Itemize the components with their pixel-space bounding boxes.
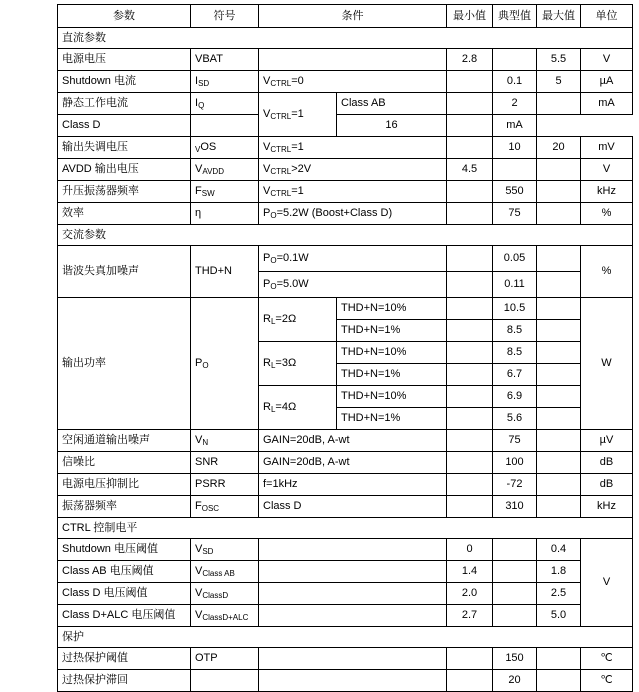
table-row — [58, 430, 633, 452]
section-header-row — [58, 225, 633, 246]
section-title: CTRL 控制电平 — [58, 518, 633, 539]
max-cell: 1.8 — [537, 561, 581, 583]
condition-cell: $V_{CTRL}=1$ — [259, 181, 447, 203]
max-cell — [537, 408, 581, 430]
max-cell — [537, 452, 581, 474]
section-title: 交流参数 — [58, 225, 633, 246]
condition-cell — [259, 561, 447, 583]
max-cell — [537, 159, 581, 181]
column-header-max: 最大值 — [537, 5, 581, 28]
typ-cell: 20 — [493, 670, 537, 692]
table-row — [58, 181, 633, 203]
max-cell — [537, 298, 581, 320]
unit-cell: % — [581, 203, 633, 225]
table-row — [58, 246, 633, 272]
symbol-cell: $V_{Class AB}$ — [191, 561, 259, 583]
symbol-cell: $_V$OS — [191, 137, 259, 159]
condition-cell: f=1kHz — [259, 474, 447, 496]
max-cell — [537, 386, 581, 408]
unit-cell: µA — [581, 71, 633, 93]
unit-cell: mA — [493, 115, 537, 137]
unit-cell: % — [581, 246, 633, 298]
max-cell — [537, 670, 581, 692]
symbol-cell: $F_{SW}$ — [191, 181, 259, 203]
condition-cell: $P_O=0.1W$ — [259, 246, 447, 272]
condition-cell: $P_O=5.0W$ — [259, 272, 447, 298]
typ-cell: 0.11 — [493, 272, 537, 298]
min-cell — [447, 496, 493, 518]
column-header-unit: 单位 — [581, 5, 633, 28]
datasheet-page — [0, 4, 639, 687]
parameter-cell: 过热保护阈值 — [58, 648, 191, 670]
min-cell: 0 — [447, 539, 493, 561]
typ-cell — [493, 539, 537, 561]
unit-cell: µV — [581, 430, 633, 452]
typ-cell: 16 — [337, 115, 447, 137]
condition-cell — [259, 670, 447, 692]
unit-cell: V — [581, 159, 633, 181]
symbol-cell: OTP — [191, 648, 259, 670]
condition-cell: $V_{CTRL}=1$ — [259, 137, 447, 159]
symbol-cell: $I_Q$ — [191, 93, 259, 115]
symbol-cell: $V_{AVDD}$ — [191, 159, 259, 181]
typ-cell: 5.6 — [493, 408, 537, 430]
max-cell — [537, 93, 581, 115]
min-cell: 2.7 — [447, 605, 493, 627]
condition-sub-cell: Class D — [58, 115, 191, 137]
max-cell — [537, 474, 581, 496]
min-cell — [447, 272, 493, 298]
parameter-cell: Shutdown 电压阈值 — [58, 539, 191, 561]
symbol-cell: SNR — [191, 452, 259, 474]
condition-sub-cell: THD+N=1% — [337, 364, 447, 386]
table-row — [58, 583, 633, 605]
condition-sub-cell: THD+N=10% — [337, 342, 447, 364]
unit-cell: kHz — [581, 181, 633, 203]
section-title: 保护 — [58, 627, 633, 648]
parameter-cell: 谐波失真加噪声 — [58, 246, 191, 298]
max-cell — [537, 320, 581, 342]
min-cell: 4.5 — [447, 159, 493, 181]
unit-cell: V — [581, 49, 633, 71]
condition-cell — [259, 583, 447, 605]
max-cell: 5 — [537, 71, 581, 93]
condition-cell — [259, 605, 447, 627]
table-row — [58, 137, 633, 159]
max-cell: 5.0 — [537, 605, 581, 627]
parameter-cell: 电源电压抑制比 — [58, 474, 191, 496]
symbol-cell: η — [191, 203, 259, 225]
table-row — [58, 298, 633, 320]
typ-cell: 310 — [493, 496, 537, 518]
table-row — [58, 115, 633, 137]
parameter-cell: 升压振荡器频率 — [58, 181, 191, 203]
section-header-row — [58, 627, 633, 648]
column-header-min: 最小值 — [447, 5, 493, 28]
condition-cell: $V_{CTRL}=1$ — [259, 93, 337, 137]
typ-cell: 6.9 — [493, 386, 537, 408]
min-cell — [447, 670, 493, 692]
specification-table — [57, 4, 633, 692]
unit-cell: ℃ — [581, 670, 633, 692]
parameter-cell: Class AB 电压阈值 — [58, 561, 191, 583]
min-cell — [447, 386, 493, 408]
condition-sub-cell: THD+N=10% — [337, 386, 447, 408]
parameter-cell: 信噪比 — [58, 452, 191, 474]
min-cell — [447, 474, 493, 496]
condition-cell: Class D — [259, 496, 447, 518]
table-row — [58, 49, 633, 71]
min-cell — [447, 181, 493, 203]
condition-cell: $P_O=5.2W$ (Boost+Class D) — [259, 203, 447, 225]
table-row — [58, 605, 633, 627]
symbol-cell: $I_{SD}$ — [191, 71, 259, 93]
table-row — [58, 71, 633, 93]
min-cell — [447, 408, 493, 430]
typ-cell: 6.7 — [493, 364, 537, 386]
max-cell — [537, 246, 581, 272]
symbol-cell — [191, 670, 259, 692]
typ-cell: 150 — [493, 648, 537, 670]
unit-cell: V — [581, 539, 633, 627]
symbol-cell: $V_{ClassD}$ — [191, 583, 259, 605]
typ-cell — [493, 605, 537, 627]
symbol-cell: PSRR — [191, 474, 259, 496]
table-row — [58, 670, 633, 692]
min-cell — [447, 364, 493, 386]
min-cell — [447, 93, 493, 115]
unit-cell: mV — [581, 137, 633, 159]
max-cell — [537, 342, 581, 364]
min-cell: 2.0 — [447, 583, 493, 605]
condition-sub-cell: Class AB — [337, 93, 447, 115]
symbol-cell: $P_O$ — [191, 298, 259, 430]
max-cell — [537, 272, 581, 298]
table-header — [58, 5, 633, 28]
typ-cell: 8.5 — [493, 320, 537, 342]
symbol-cell: $V_{ClassD+ALC}$ — [191, 605, 259, 627]
condition-cell: $V_{CTRL}>2V$ — [259, 159, 447, 181]
typ-cell: 75 — [493, 203, 537, 225]
condition-cell — [259, 49, 447, 71]
max-cell — [537, 648, 581, 670]
condition-sub-cell: THD+N=10% — [337, 298, 447, 320]
table-row — [58, 203, 633, 225]
condition-cell: $R_L=4\Omega$ — [259, 386, 337, 430]
parameter-cell: Class D 电压阈值 — [58, 583, 191, 605]
unit-cell: kHz — [581, 496, 633, 518]
unit-cell: dB — [581, 452, 633, 474]
parameter-cell: 效率 — [58, 203, 191, 225]
max-cell — [537, 496, 581, 518]
symbol-cell: $V_N$ — [191, 430, 259, 452]
min-cell — [447, 71, 493, 93]
condition-cell — [259, 648, 447, 670]
max-cell — [537, 181, 581, 203]
min-cell — [447, 648, 493, 670]
typ-cell — [493, 583, 537, 605]
table-row — [58, 159, 633, 181]
min-cell — [447, 320, 493, 342]
typ-cell — [493, 49, 537, 71]
typ-cell — [493, 159, 537, 181]
parameter-cell: AVDD 输出电压 — [58, 159, 191, 181]
typ-cell: 100 — [493, 452, 537, 474]
typ-cell: 10 — [493, 137, 537, 159]
min-cell — [447, 203, 493, 225]
column-header-typ: 典型值 — [493, 5, 537, 28]
table-row — [58, 452, 633, 474]
parameter-cell: Class D+ALC 电压阈值 — [58, 605, 191, 627]
column-header-param: 参数 — [58, 5, 191, 28]
table-row — [58, 93, 633, 115]
typ-cell: 550 — [493, 181, 537, 203]
min-cell — [447, 342, 493, 364]
max-cell — [537, 203, 581, 225]
table-body — [58, 28, 633, 692]
condition-cell: $V_{CTRL}=0$ — [259, 71, 447, 93]
typ-cell: -72 — [493, 474, 537, 496]
min-cell — [191, 115, 259, 137]
max-cell: 5.5 — [537, 49, 581, 71]
table-row — [58, 539, 633, 561]
max-cell: 20 — [537, 137, 581, 159]
table-row — [58, 496, 633, 518]
min-cell — [447, 137, 493, 159]
condition-sub-cell: THD+N=1% — [337, 408, 447, 430]
condition-sub-cell: THD+N=1% — [337, 320, 447, 342]
typ-cell — [493, 561, 537, 583]
unit-cell: dB — [581, 474, 633, 496]
parameter-cell: 空闲通道输出噪声 — [58, 430, 191, 452]
condition-cell: GAIN=20dB, A-wt — [259, 430, 447, 452]
parameter-cell: 振荡器频率 — [58, 496, 191, 518]
typ-cell: 0.05 — [493, 246, 537, 272]
typ-cell: 2 — [493, 93, 537, 115]
unit-cell: mA — [581, 93, 633, 115]
min-cell — [447, 430, 493, 452]
parameter-cell: 输出失调电压 — [58, 137, 191, 159]
column-header-condition: 条件 — [259, 5, 447, 28]
section-title: 直流参数 — [58, 28, 633, 49]
symbol-cell: $F_{OSC}$ — [191, 496, 259, 518]
typ-cell: 8.5 — [493, 342, 537, 364]
min-cell — [447, 246, 493, 272]
typ-cell: 0.1 — [493, 71, 537, 93]
typ-cell: 75 — [493, 430, 537, 452]
unit-cell: ℃ — [581, 648, 633, 670]
condition-cell: GAIN=20dB, A-wt — [259, 452, 447, 474]
parameter-cell: 静态工作电流 — [58, 93, 191, 115]
unit-cell: W — [581, 298, 633, 430]
symbol-cell: VBAT — [191, 49, 259, 71]
table-row — [58, 561, 633, 583]
symbol-cell: $V_{SD}$ — [191, 539, 259, 561]
column-header-symbol: 符号 — [191, 5, 259, 28]
max-cell: 2.5 — [537, 583, 581, 605]
section-header-row — [58, 518, 633, 539]
condition-cell: $R_L=3\Omega$ — [259, 342, 337, 386]
table-row — [58, 474, 633, 496]
min-cell — [447, 452, 493, 474]
parameter-cell: 输出功率 — [58, 298, 191, 430]
condition-cell: $R_L=2\Omega$ — [259, 298, 337, 342]
min-cell — [447, 298, 493, 320]
parameter-cell: 过热保护滞回 — [58, 670, 191, 692]
parameter-cell: 电源电压 — [58, 49, 191, 71]
typ-cell: 10.5 — [493, 298, 537, 320]
max-cell — [447, 115, 493, 137]
symbol-cell: THD+N — [191, 246, 259, 298]
max-cell — [537, 430, 581, 452]
min-cell: 1.4 — [447, 561, 493, 583]
min-cell: 2.8 — [447, 49, 493, 71]
table-row — [58, 648, 633, 670]
condition-cell — [259, 539, 447, 561]
max-cell — [537, 364, 581, 386]
max-cell: 0.4 — [537, 539, 581, 561]
parameter-cell: Shutdown 电流 — [58, 71, 191, 93]
section-header-row — [58, 28, 633, 49]
